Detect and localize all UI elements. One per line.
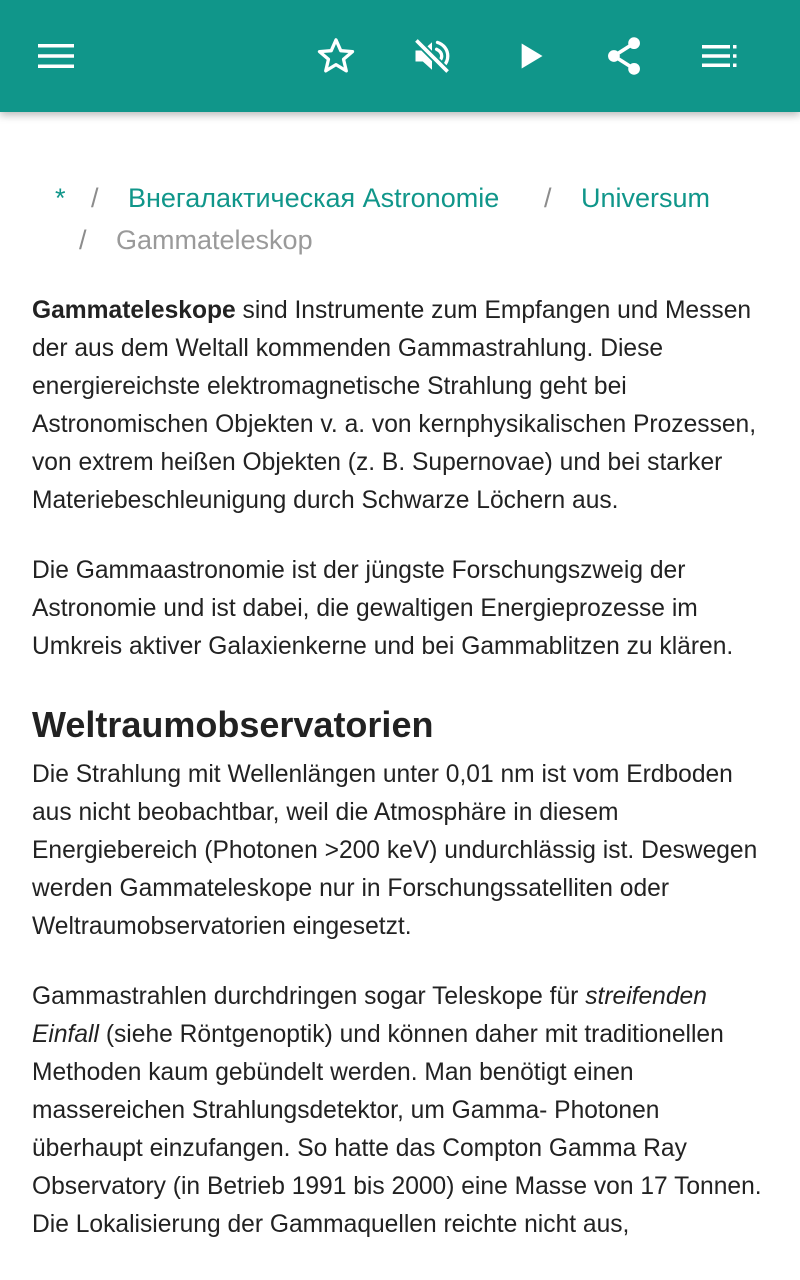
share-button[interactable] xyxy=(596,28,652,84)
table-of-contents-button[interactable] xyxy=(692,28,748,84)
detector-paragraph-start: Gammastrahlen durchdringen sogar Teleskope für xyxy=(32,983,586,1010)
breadcrumb-extragalactic-astronomy[interactable]: Внегалактическая Astronomie xyxy=(128,183,500,213)
section-heading-weltraumobservatorien: Weltraumobservatorien xyxy=(32,704,434,745)
breadcrumb-universum[interactable]: Universum xyxy=(581,183,711,213)
mute-button[interactable] xyxy=(404,28,460,84)
grazing-incidence-term: streifenden Einfall xyxy=(32,983,707,1048)
play-icon xyxy=(510,36,550,76)
top-app-bar xyxy=(0,0,800,112)
share-icon xyxy=(602,34,646,78)
detector-paragraph xyxy=(32,978,772,1244)
detector-paragraph-rest: (siehe Röntgenoptik) und können daher mit traditionellen Methoden kaum gebündelt werden. Man benötigt einen massereichen Strahlungsdetektor, um Gamma- Photonen überhaupt einzufangen. So hatte das Compton Gamma Ray Observatory (in Betrieb 1991 bis 2000) eine Masse von 17 Tonnen. Die Lokalisierung der Gammaquellen reichte nicht aus, xyxy=(32,1021,762,1238)
article-content xyxy=(0,112,800,1280)
menu-button[interactable] xyxy=(28,28,84,84)
breadcrumb-home[interactable]: * xyxy=(55,183,66,213)
intro-paragraph-text: sind Instrumente zum Empfangen und Messen der aus dem Weltall kommenden Gammastrahlung. Diese energiereichste elektromagnetische Strahlung geht bei Astronomischen Objekten v. a. von kernphysikalischen Prozessen, von extrem heißen Objekten (z. B. Supernovae) und bei starker Materiebeschleunigung durch Schwarze Löchern aus. xyxy=(32,297,757,514)
favorite-button[interactable] xyxy=(308,28,364,84)
intro-paragraph xyxy=(32,292,772,520)
breadcrumb-separator: / xyxy=(544,183,552,213)
article-subject-bold: Gammateleskope xyxy=(32,297,236,324)
play-button[interactable] xyxy=(502,28,558,84)
gamma-astronomy-paragraph: Die Gammaastronomie ist der jüngste Forschungszweig der Astronomie und ist dabei, die gewaltigen Energieprozesse im Umkreis aktiver Galaxienkerne und bei Gammablitzen zu klären. xyxy=(32,557,734,660)
breadcrumb-separator: / xyxy=(79,225,87,255)
star-outline-icon xyxy=(314,34,358,78)
breadcrumb-current-page: Gammateleskop xyxy=(116,225,313,255)
list-icon xyxy=(700,36,740,76)
volume-off-icon xyxy=(410,34,454,78)
article-body xyxy=(32,292,772,1276)
breadcrumb-separator: / xyxy=(91,183,99,213)
menu-icon xyxy=(36,36,76,76)
atmosphere-paragraph: Die Strahlung mit Wellenlängen unter 0,01 nm ist vom Erdboden aus nicht beobachtbar, weil die Atmosphäre in diesem Energiebereich (Photonen >200 keV) undurchlässig ist. Deswegen werden Gammateleskope nur in Forschungssatelliten oder Weltraumobservatorien eingesetzt. xyxy=(32,761,758,940)
